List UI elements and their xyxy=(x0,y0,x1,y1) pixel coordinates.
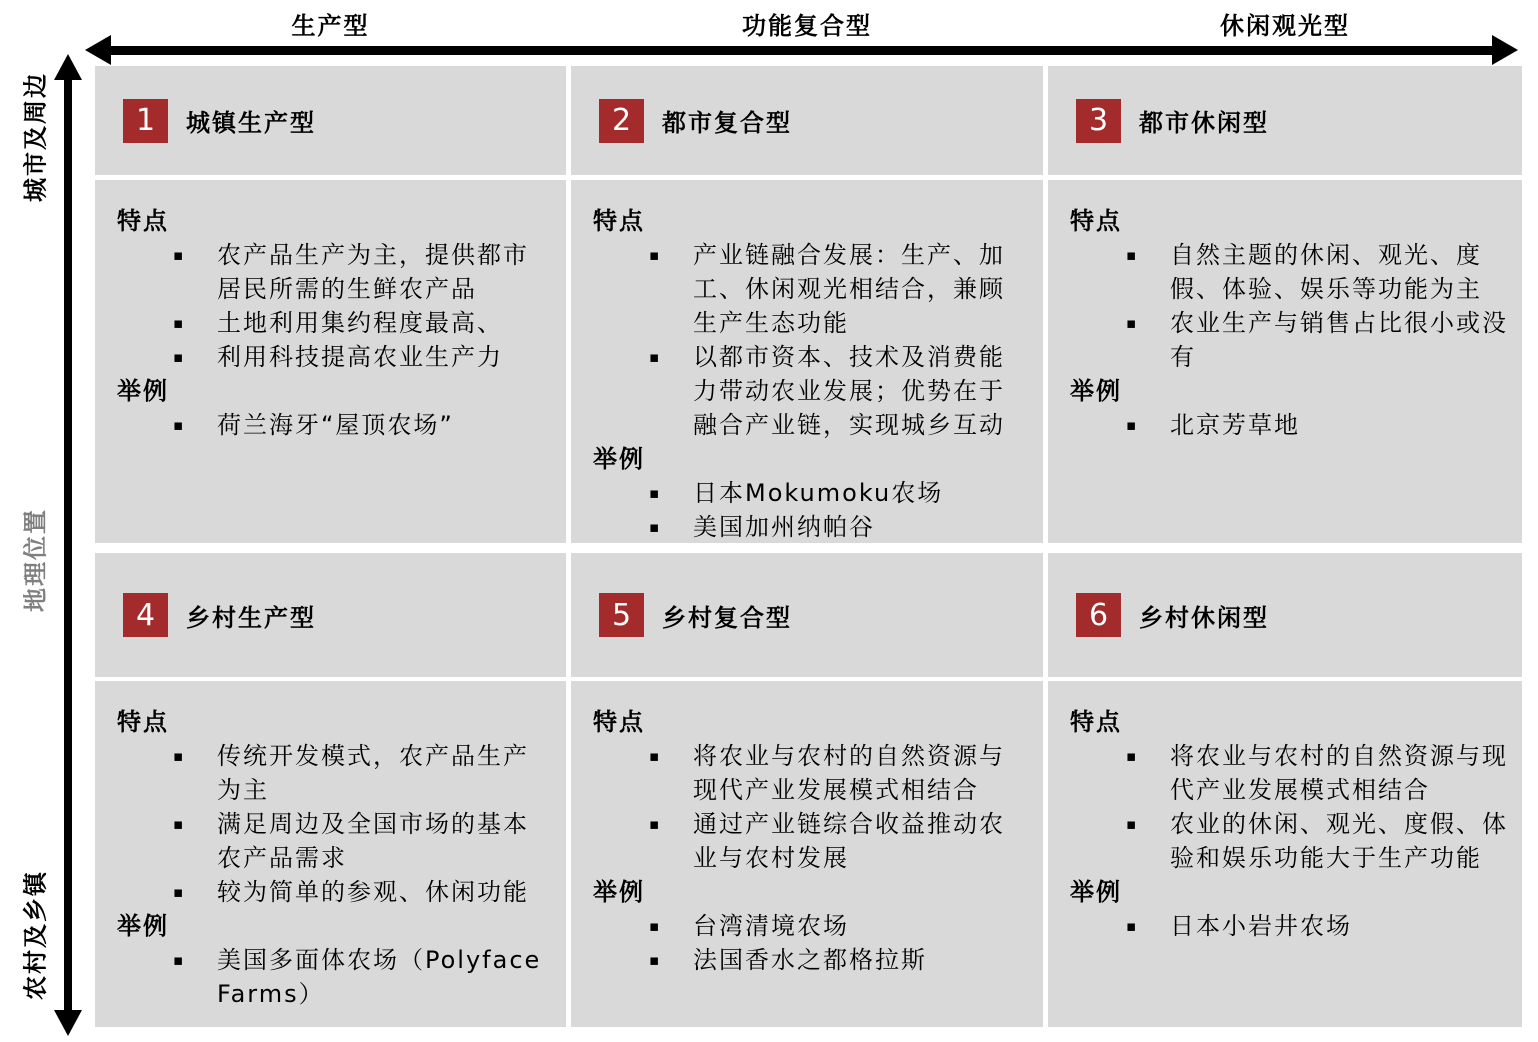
features-label: 特点 xyxy=(117,207,169,235)
bullet-icon: ▪ xyxy=(649,917,660,935)
cell-1-header xyxy=(95,66,566,175)
example-item xyxy=(117,408,552,442)
arrow-up-icon xyxy=(54,54,82,80)
examples-label: 举例 xyxy=(117,377,169,405)
feature-text: 利用科技提高农业生产力 xyxy=(217,343,503,371)
features-label: 特点 xyxy=(1070,207,1122,235)
bullet-icon: ▪ xyxy=(173,883,184,901)
bullet-icon: ▪ xyxy=(1126,747,1137,765)
bullet-icon: ▪ xyxy=(1126,815,1137,833)
bullet-icon: ▪ xyxy=(173,815,184,833)
cell-1-number-badge: 1 xyxy=(123,99,168,143)
feature-item xyxy=(1070,739,1508,807)
feature-item xyxy=(117,807,552,875)
feature-text: 将农业与农村的自然资源与现代产业发展模式相结合 xyxy=(693,742,1005,804)
h-axis-label-multifunction: 功能复合型 xyxy=(742,12,872,40)
feature-item xyxy=(593,340,1029,442)
cell-4-header xyxy=(95,553,566,677)
cell-3-number-badge: 3 xyxy=(1076,99,1121,143)
features-label: 特点 xyxy=(1070,708,1122,736)
feature-text: 将农业与农村的自然资源与现代产业发展模式相结合 xyxy=(1170,742,1508,804)
features-label: 特点 xyxy=(593,207,645,235)
cell-1-body xyxy=(95,180,566,543)
bullet-icon: ▪ xyxy=(173,314,184,332)
cell-2-title: 都市复合型 xyxy=(662,109,792,137)
example-item xyxy=(1070,408,1508,442)
bullet-icon: ▪ xyxy=(649,951,660,969)
cell-2-header xyxy=(571,66,1043,175)
h-axis-label-production: 生产型 xyxy=(291,12,370,40)
feature-text: 农产品生产为主，提供都市居民所需的生鲜农产品 xyxy=(217,241,529,303)
feature-item xyxy=(1070,807,1508,875)
bullet-icon: ▪ xyxy=(173,348,184,366)
cell-5-title: 乡村复合型 xyxy=(662,603,792,632)
bullet-icon: ▪ xyxy=(1126,246,1137,264)
cell-5-body xyxy=(571,681,1043,1027)
feature-item xyxy=(117,238,552,306)
feature-item xyxy=(593,238,1029,340)
feature-text: 传统开发模式，农产品生产为主 xyxy=(217,742,529,804)
bullet-icon: ▪ xyxy=(173,416,184,434)
example-text: 美国多面体农场（Polyface Farms） xyxy=(217,946,542,1008)
examples-label: 举例 xyxy=(593,445,645,473)
feature-text: 以都市资本、技术及消费能力带动农业发展；优势在于融合产业链，实现城乡互动 xyxy=(693,343,1005,439)
features-label: 特点 xyxy=(593,708,645,736)
v-axis-label-urban: 城市及周边 xyxy=(21,72,50,202)
example-text: 荷兰海牙“屋顶农场” xyxy=(217,411,454,439)
example-text: 日本Mokumoku农场 xyxy=(693,479,944,507)
cell-4-body xyxy=(95,681,566,1027)
example-item xyxy=(593,476,1029,510)
cell-6-body xyxy=(1048,681,1522,1027)
example-item xyxy=(117,943,552,1011)
bullet-icon: ▪ xyxy=(173,951,184,969)
feature-item xyxy=(117,875,552,909)
bullet-icon: ▪ xyxy=(1126,416,1137,434)
feature-text: 农业生产与销售占比很小或没有 xyxy=(1170,309,1508,371)
feature-text: 自然主题的休闲、观光、度假、体验、娱乐等功能为主 xyxy=(1170,241,1482,303)
arrow-left-icon xyxy=(85,35,111,65)
bullet-icon: ▪ xyxy=(649,518,660,536)
feature-text: 较为简单的参观、休闲功能 xyxy=(217,878,529,906)
examples-label: 举例 xyxy=(1070,377,1122,405)
bullet-icon: ▪ xyxy=(649,815,660,833)
feature-item xyxy=(117,306,552,340)
bullet-icon: ▪ xyxy=(1126,917,1137,935)
feature-item xyxy=(117,739,552,807)
feature-item xyxy=(1070,238,1508,306)
examples-label: 举例 xyxy=(1070,878,1122,906)
horizontal-axis-arrow-line xyxy=(105,46,1497,55)
feature-text: 土地利用集约程度最高、 xyxy=(217,309,503,337)
bullet-icon: ▪ xyxy=(649,747,660,765)
cell-6-title: 乡村休闲型 xyxy=(1139,603,1269,632)
example-item xyxy=(593,909,1029,943)
examples-label: 举例 xyxy=(593,878,645,906)
cell-4-title: 乡村生产型 xyxy=(186,603,316,632)
cell-6-header xyxy=(1048,553,1522,677)
bullet-icon: ▪ xyxy=(173,246,184,264)
cell-6-number-badge: 6 xyxy=(1076,593,1121,637)
bullet-icon: ▪ xyxy=(649,484,660,502)
example-text: 日本小岩井农场 xyxy=(1170,912,1352,940)
v-axis-label-rural: 农村及乡镇 xyxy=(21,870,50,1000)
example-text: 美国加州纳帕谷 xyxy=(693,513,875,541)
bullet-icon: ▪ xyxy=(1126,314,1137,332)
feature-text: 满足周边及全国市场的基本农产品需求 xyxy=(217,810,529,872)
arrow-down-icon xyxy=(54,1010,82,1036)
cell-3-header xyxy=(1048,66,1522,175)
feature-item xyxy=(593,807,1029,875)
features-label: 特点 xyxy=(117,708,169,736)
cell-2-body xyxy=(571,180,1043,543)
example-item xyxy=(593,510,1029,543)
example-text: 北京芳草地 xyxy=(1170,411,1300,439)
feature-item xyxy=(593,739,1029,807)
cell-5-number-badge: 5 xyxy=(599,593,644,637)
h-axis-label-leisure: 休闲观光型 xyxy=(1220,12,1350,40)
example-text: 法国香水之都格拉斯 xyxy=(693,946,927,974)
example-text: 台湾清境农场 xyxy=(693,912,849,940)
cell-3-body xyxy=(1048,180,1522,543)
arrow-right-icon xyxy=(1492,35,1518,65)
cell-5-header xyxy=(571,553,1043,677)
feature-item xyxy=(117,340,552,374)
cell-3-title: 都市休闲型 xyxy=(1139,109,1269,137)
v-axis-label-geography: 地理位置 xyxy=(21,508,50,612)
feature-item xyxy=(1070,306,1508,374)
cell-1-title: 城镇生产型 xyxy=(186,109,316,137)
example-item xyxy=(1070,909,1508,943)
feature-text: 产业链融合发展：生产、加工、休闲观光相结合，兼顾生产生态功能 xyxy=(693,241,1005,337)
cell-4-number-badge: 4 xyxy=(123,593,168,637)
cell-2-number-badge: 2 xyxy=(599,99,644,143)
bullet-icon: ▪ xyxy=(649,246,660,264)
example-item xyxy=(593,943,1029,977)
feature-text: 农业的休闲、观光、度假、体验和娱乐功能大于生产功能 xyxy=(1170,810,1508,872)
vertical-axis-arrow-line xyxy=(64,78,72,1012)
bullet-icon: ▪ xyxy=(649,348,660,366)
bullet-icon: ▪ xyxy=(173,747,184,765)
feature-text: 通过产业链综合收益推动农业与农村发展 xyxy=(693,810,1005,872)
examples-label: 举例 xyxy=(117,912,169,940)
